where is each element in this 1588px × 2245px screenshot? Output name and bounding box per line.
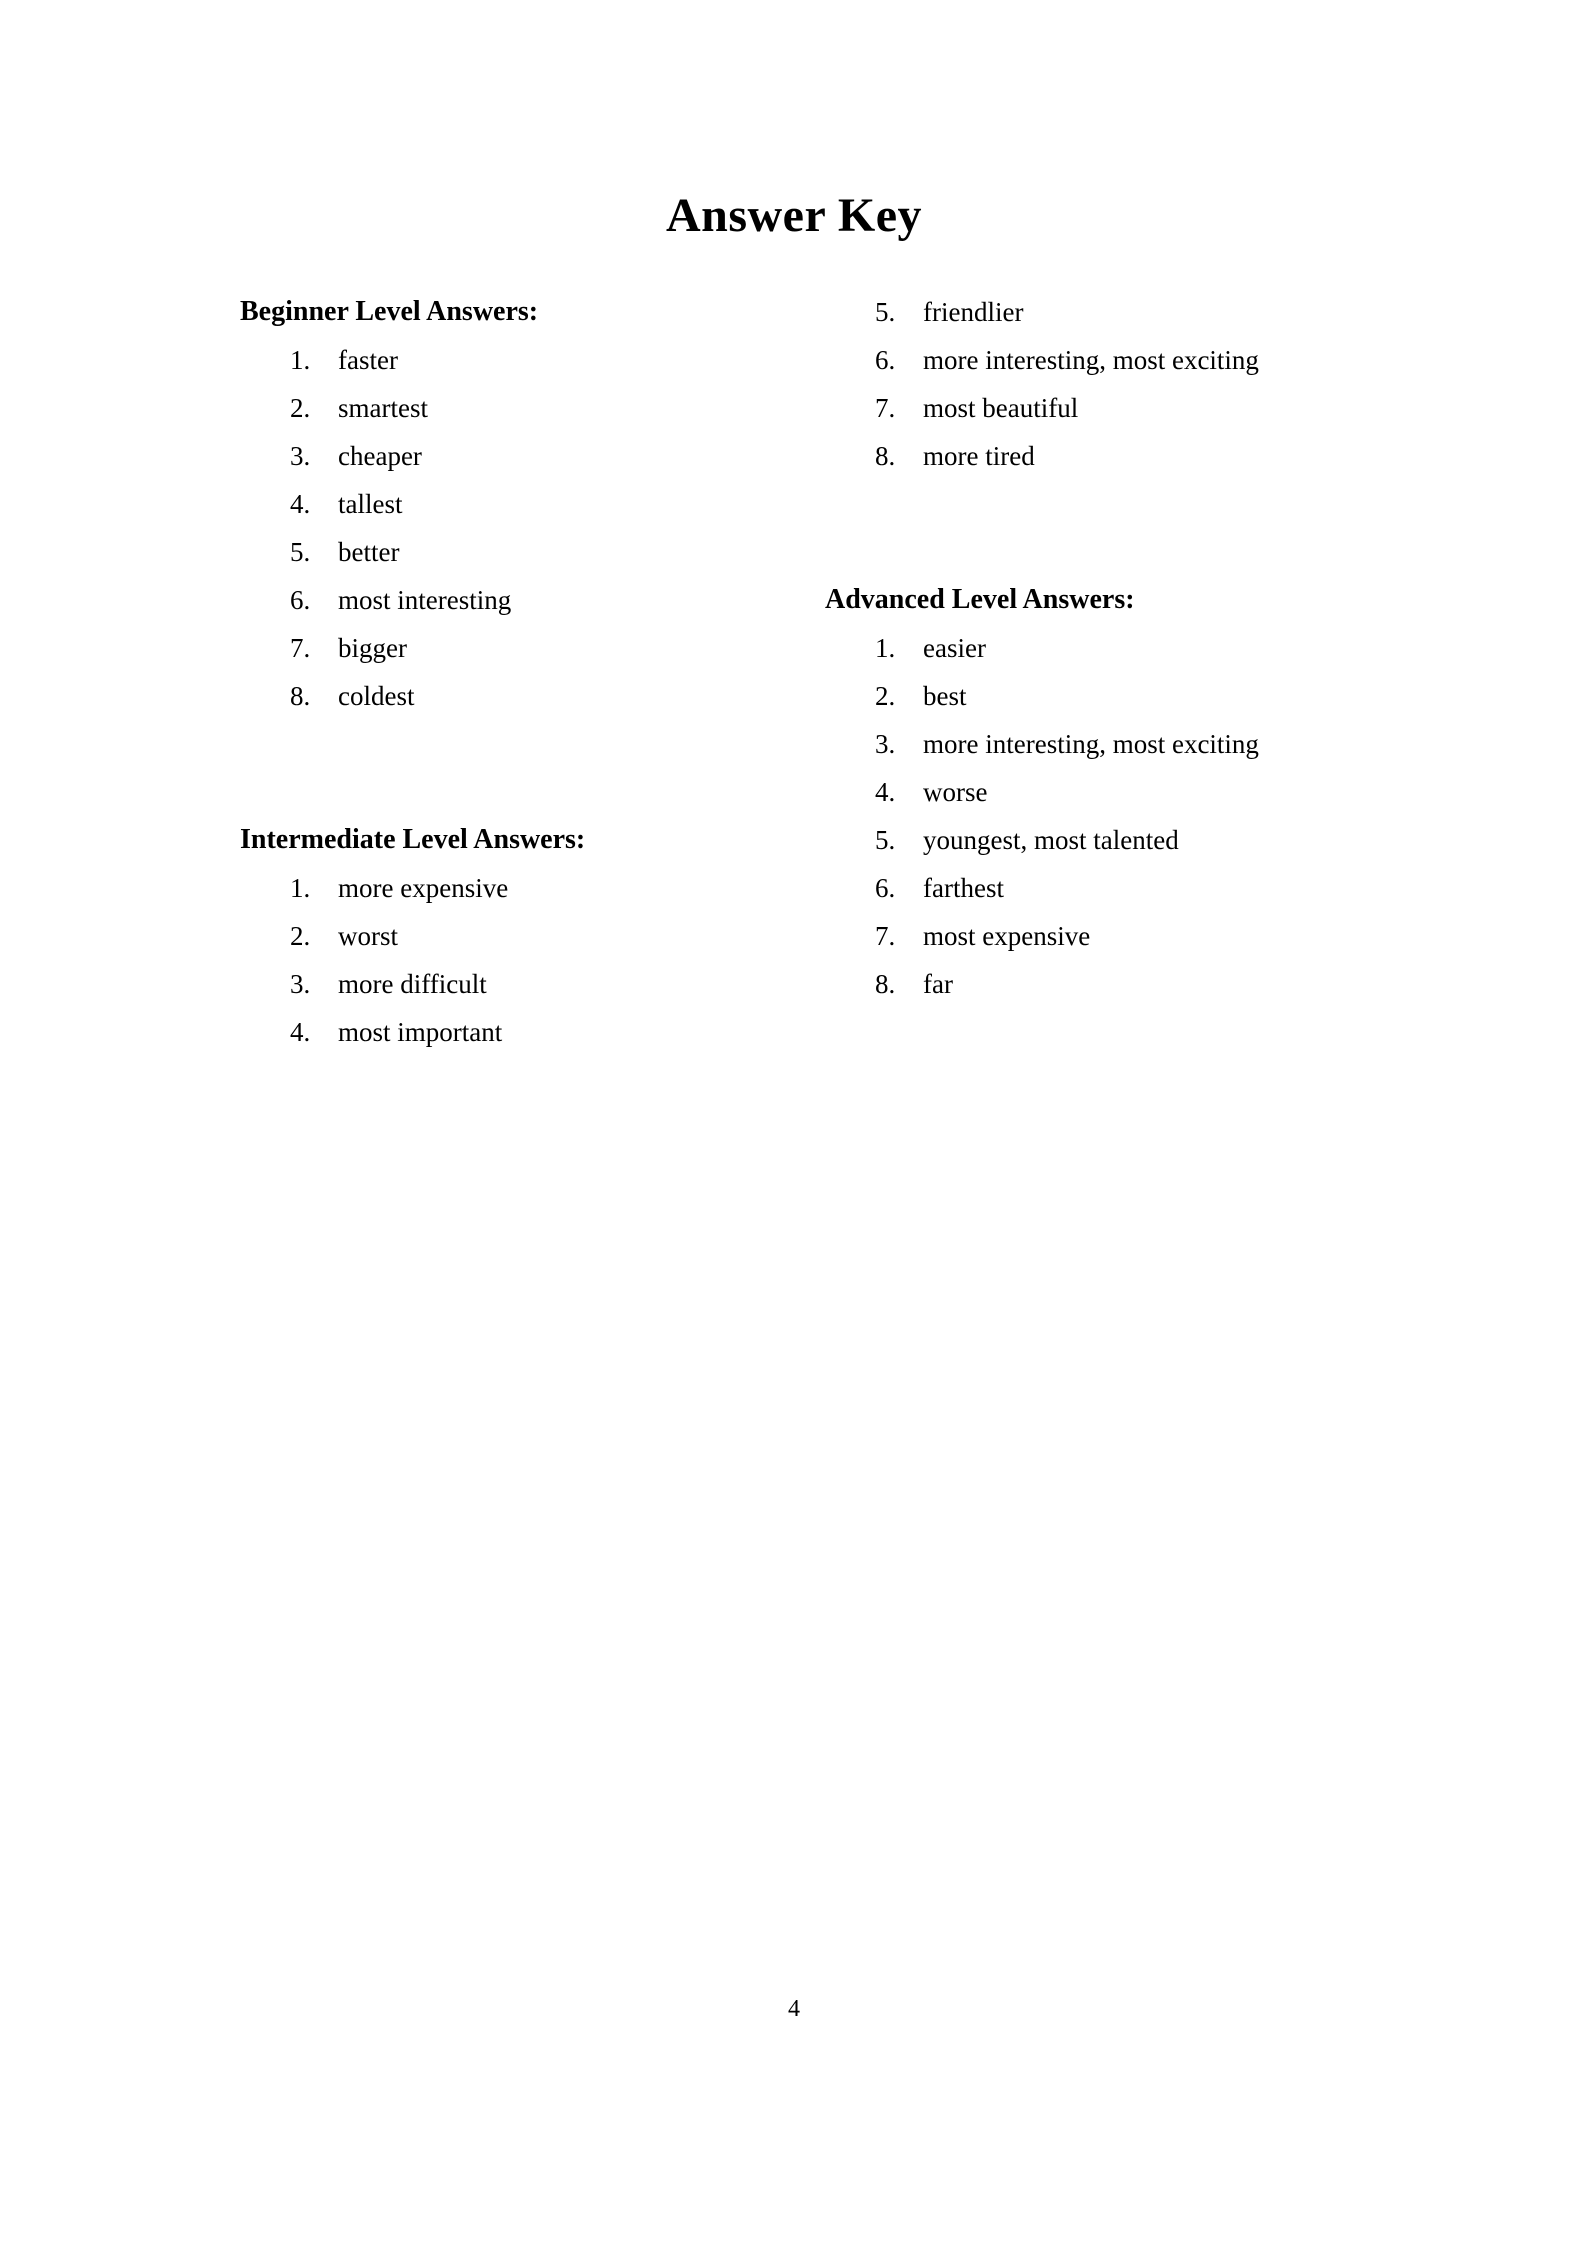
list-item xyxy=(875,295,1505,343)
item-text: far xyxy=(923,969,953,999)
item-text: tallest xyxy=(338,489,403,519)
list-item xyxy=(290,391,860,439)
spacer xyxy=(825,487,1505,583)
item-number: 7. xyxy=(290,633,311,663)
item-number: 3. xyxy=(290,441,311,471)
item-number: 7. xyxy=(875,393,896,423)
item-number: 6. xyxy=(875,345,896,375)
page-number: 4 xyxy=(788,1996,800,2022)
item-text: more difficult xyxy=(338,969,487,999)
beginner-answer-list-continued xyxy=(875,295,1505,487)
item-number: 2. xyxy=(290,921,311,951)
item-number: 8. xyxy=(875,441,896,471)
item-number: 4. xyxy=(875,777,896,807)
left-column xyxy=(240,295,860,1063)
spacer xyxy=(240,857,860,871)
item-number: 5. xyxy=(875,825,896,855)
item-number: 6. xyxy=(875,873,896,903)
list-item xyxy=(290,871,860,919)
list-item xyxy=(290,1015,860,1063)
item-text: best xyxy=(923,681,967,711)
list-item xyxy=(875,727,1505,775)
list-item xyxy=(290,967,860,1015)
spacer xyxy=(240,727,860,823)
item-text: most beautiful xyxy=(923,393,1079,423)
list-item xyxy=(875,679,1505,727)
list-item xyxy=(875,871,1505,919)
item-number: 1. xyxy=(875,633,896,663)
list-item xyxy=(875,439,1505,487)
section-heading-beginner: Beginner Level Answers: xyxy=(240,296,539,327)
item-text: bigger xyxy=(338,633,407,663)
item-text: more expensive xyxy=(338,873,509,903)
list-item xyxy=(290,583,860,631)
item-text: coldest xyxy=(338,681,415,711)
item-text: easier xyxy=(923,633,986,663)
list-item xyxy=(290,919,860,967)
item-number: 7. xyxy=(875,921,896,951)
list-item xyxy=(875,343,1505,391)
beginner-answer-list xyxy=(290,343,860,727)
list-item xyxy=(875,631,1505,679)
item-text: worse xyxy=(923,777,988,807)
spacer xyxy=(240,329,860,343)
spacer xyxy=(825,617,1505,631)
two-column-layout xyxy=(0,295,1588,1345)
right-column xyxy=(825,295,1505,1015)
item-number: 2. xyxy=(875,681,896,711)
list-item xyxy=(875,919,1505,967)
item-text: farthest xyxy=(923,873,1004,903)
item-number: 1. xyxy=(290,345,311,375)
item-text: more tired xyxy=(923,441,1035,471)
item-text: most expensive xyxy=(923,921,1091,951)
item-text: better xyxy=(338,537,400,567)
item-number: 5. xyxy=(290,537,311,567)
list-item xyxy=(290,535,860,583)
section-heading-advanced: Advanced Level Answers: xyxy=(825,584,1135,615)
item-text: more interesting, most exciting xyxy=(923,729,1259,759)
list-item xyxy=(290,487,860,535)
item-number: 6. xyxy=(290,585,311,615)
item-number: 3. xyxy=(875,729,896,759)
item-text: cheaper xyxy=(338,441,422,471)
page-title: Answer Key xyxy=(665,189,923,242)
item-number: 8. xyxy=(875,969,896,999)
item-text: friendlier xyxy=(923,297,1024,327)
item-number: 3. xyxy=(290,969,311,999)
intermediate-answer-list xyxy=(290,871,860,1063)
item-number: 4. xyxy=(290,489,311,519)
list-item xyxy=(875,775,1505,823)
item-number: 2. xyxy=(290,393,311,423)
list-item xyxy=(875,391,1505,439)
list-item xyxy=(290,343,860,391)
advanced-answer-list xyxy=(875,631,1505,1015)
item-number: 8. xyxy=(290,681,311,711)
list-item xyxy=(875,967,1505,1015)
item-text: worst xyxy=(338,921,398,951)
list-item xyxy=(875,823,1505,871)
item-number: 5. xyxy=(875,297,896,327)
item-number: 4. xyxy=(290,1017,311,1047)
item-text: youngest, most talented xyxy=(923,825,1179,855)
list-item xyxy=(290,631,860,679)
item-number: 1. xyxy=(290,873,311,903)
item-text: most important xyxy=(338,1017,503,1047)
item-text: faster xyxy=(338,345,398,375)
section-heading-intermediate: Intermediate Level Answers: xyxy=(240,824,586,855)
item-text: most interesting xyxy=(338,585,512,615)
item-text: smartest xyxy=(338,393,428,423)
item-text: more interesting, most exciting xyxy=(923,345,1259,375)
list-item xyxy=(290,439,860,487)
list-item xyxy=(290,679,860,727)
